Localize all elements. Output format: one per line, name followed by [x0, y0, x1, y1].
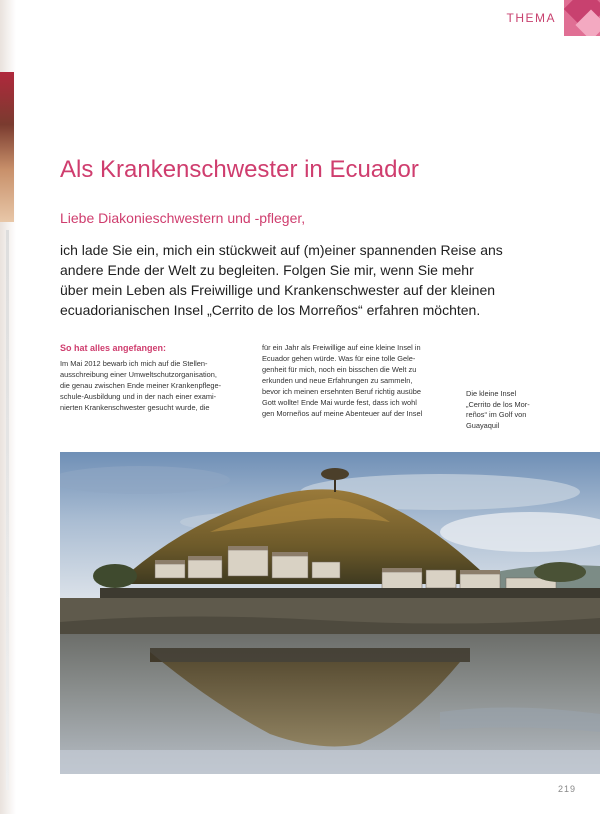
body-line: bevor ich meinen ersehnten Beruf richtig ausübe	[262, 387, 421, 396]
intro-line: ecuadorianischen Insel „Cerrito de los Morreños“ erfahren möchten.	[60, 302, 481, 318]
body-column-1	[60, 342, 250, 413]
caption-line: Die kleine Insel	[466, 389, 517, 398]
caption-line: reños“ im Golf von	[466, 410, 527, 419]
caption-line: „Cerrito de los Mor-	[466, 399, 530, 409]
intro-line: ich lade Sie ein, mich ein stückweit auf (m)einer spannenden Reise ans	[60, 242, 503, 258]
caption-line: Guayaquil	[466, 420, 500, 430]
body-line: nierten Krankenschwester gesucht wurde, die	[60, 403, 210, 412]
intro-line: andere Ende der Welt zu begleiten. Folgen Sie mir, wenn Sie mehr	[60, 262, 474, 278]
body-line: die genau zwischen Ende meiner Krankenpflege-	[60, 381, 222, 390]
article-intro	[60, 240, 560, 320]
body-line: gen Morneños auf meine Abenteuer auf der Insel	[262, 409, 423, 418]
article-title: Als Krankenschwester in Ecuador	[60, 156, 419, 183]
body-line: erkunden und neue Erfahrungen zu sammeln,	[262, 376, 413, 385]
section-tag	[507, 0, 600, 36]
body-column-2	[262, 342, 462, 419]
body-line: ausschreibung einer Umweltschutzorganisation,	[60, 370, 217, 379]
body-line: Im Mai 2012 bewarb ich mich auf die Stellen-	[60, 359, 208, 368]
adjacent-page-divider	[6, 230, 9, 790]
intro-line: über mein Leben als Freiwillige und Krankenschwester auf der kleinen	[60, 282, 496, 298]
section-label: THEMA	[506, 11, 556, 25]
body-line: Gott wollte! Ende Mai wurde fest, dass ich wohl	[262, 398, 417, 407]
body-line: schule-Ausbildung und in der nach einer exami-	[60, 392, 217, 401]
island-photo	[60, 452, 600, 774]
section-heading: So hat alles angefangen:	[60, 343, 167, 353]
body-line: genheit für mich, noch ein bisschen die Welt zu	[262, 365, 417, 374]
body-line: für ein Jahr als Freiwillige auf eine kleine Insel in	[262, 343, 421, 352]
adjacent-page-photo-fragment	[0, 72, 14, 222]
page-number: 219	[557, 784, 576, 794]
article-salutation: Liebe Diakonieschwestern und -pfleger,	[60, 210, 306, 226]
body-line: Ecuador gehen würde. Was für eine tolle Gele-	[262, 354, 416, 363]
photo-caption	[466, 389, 576, 431]
section-tag-graphic	[564, 0, 600, 36]
